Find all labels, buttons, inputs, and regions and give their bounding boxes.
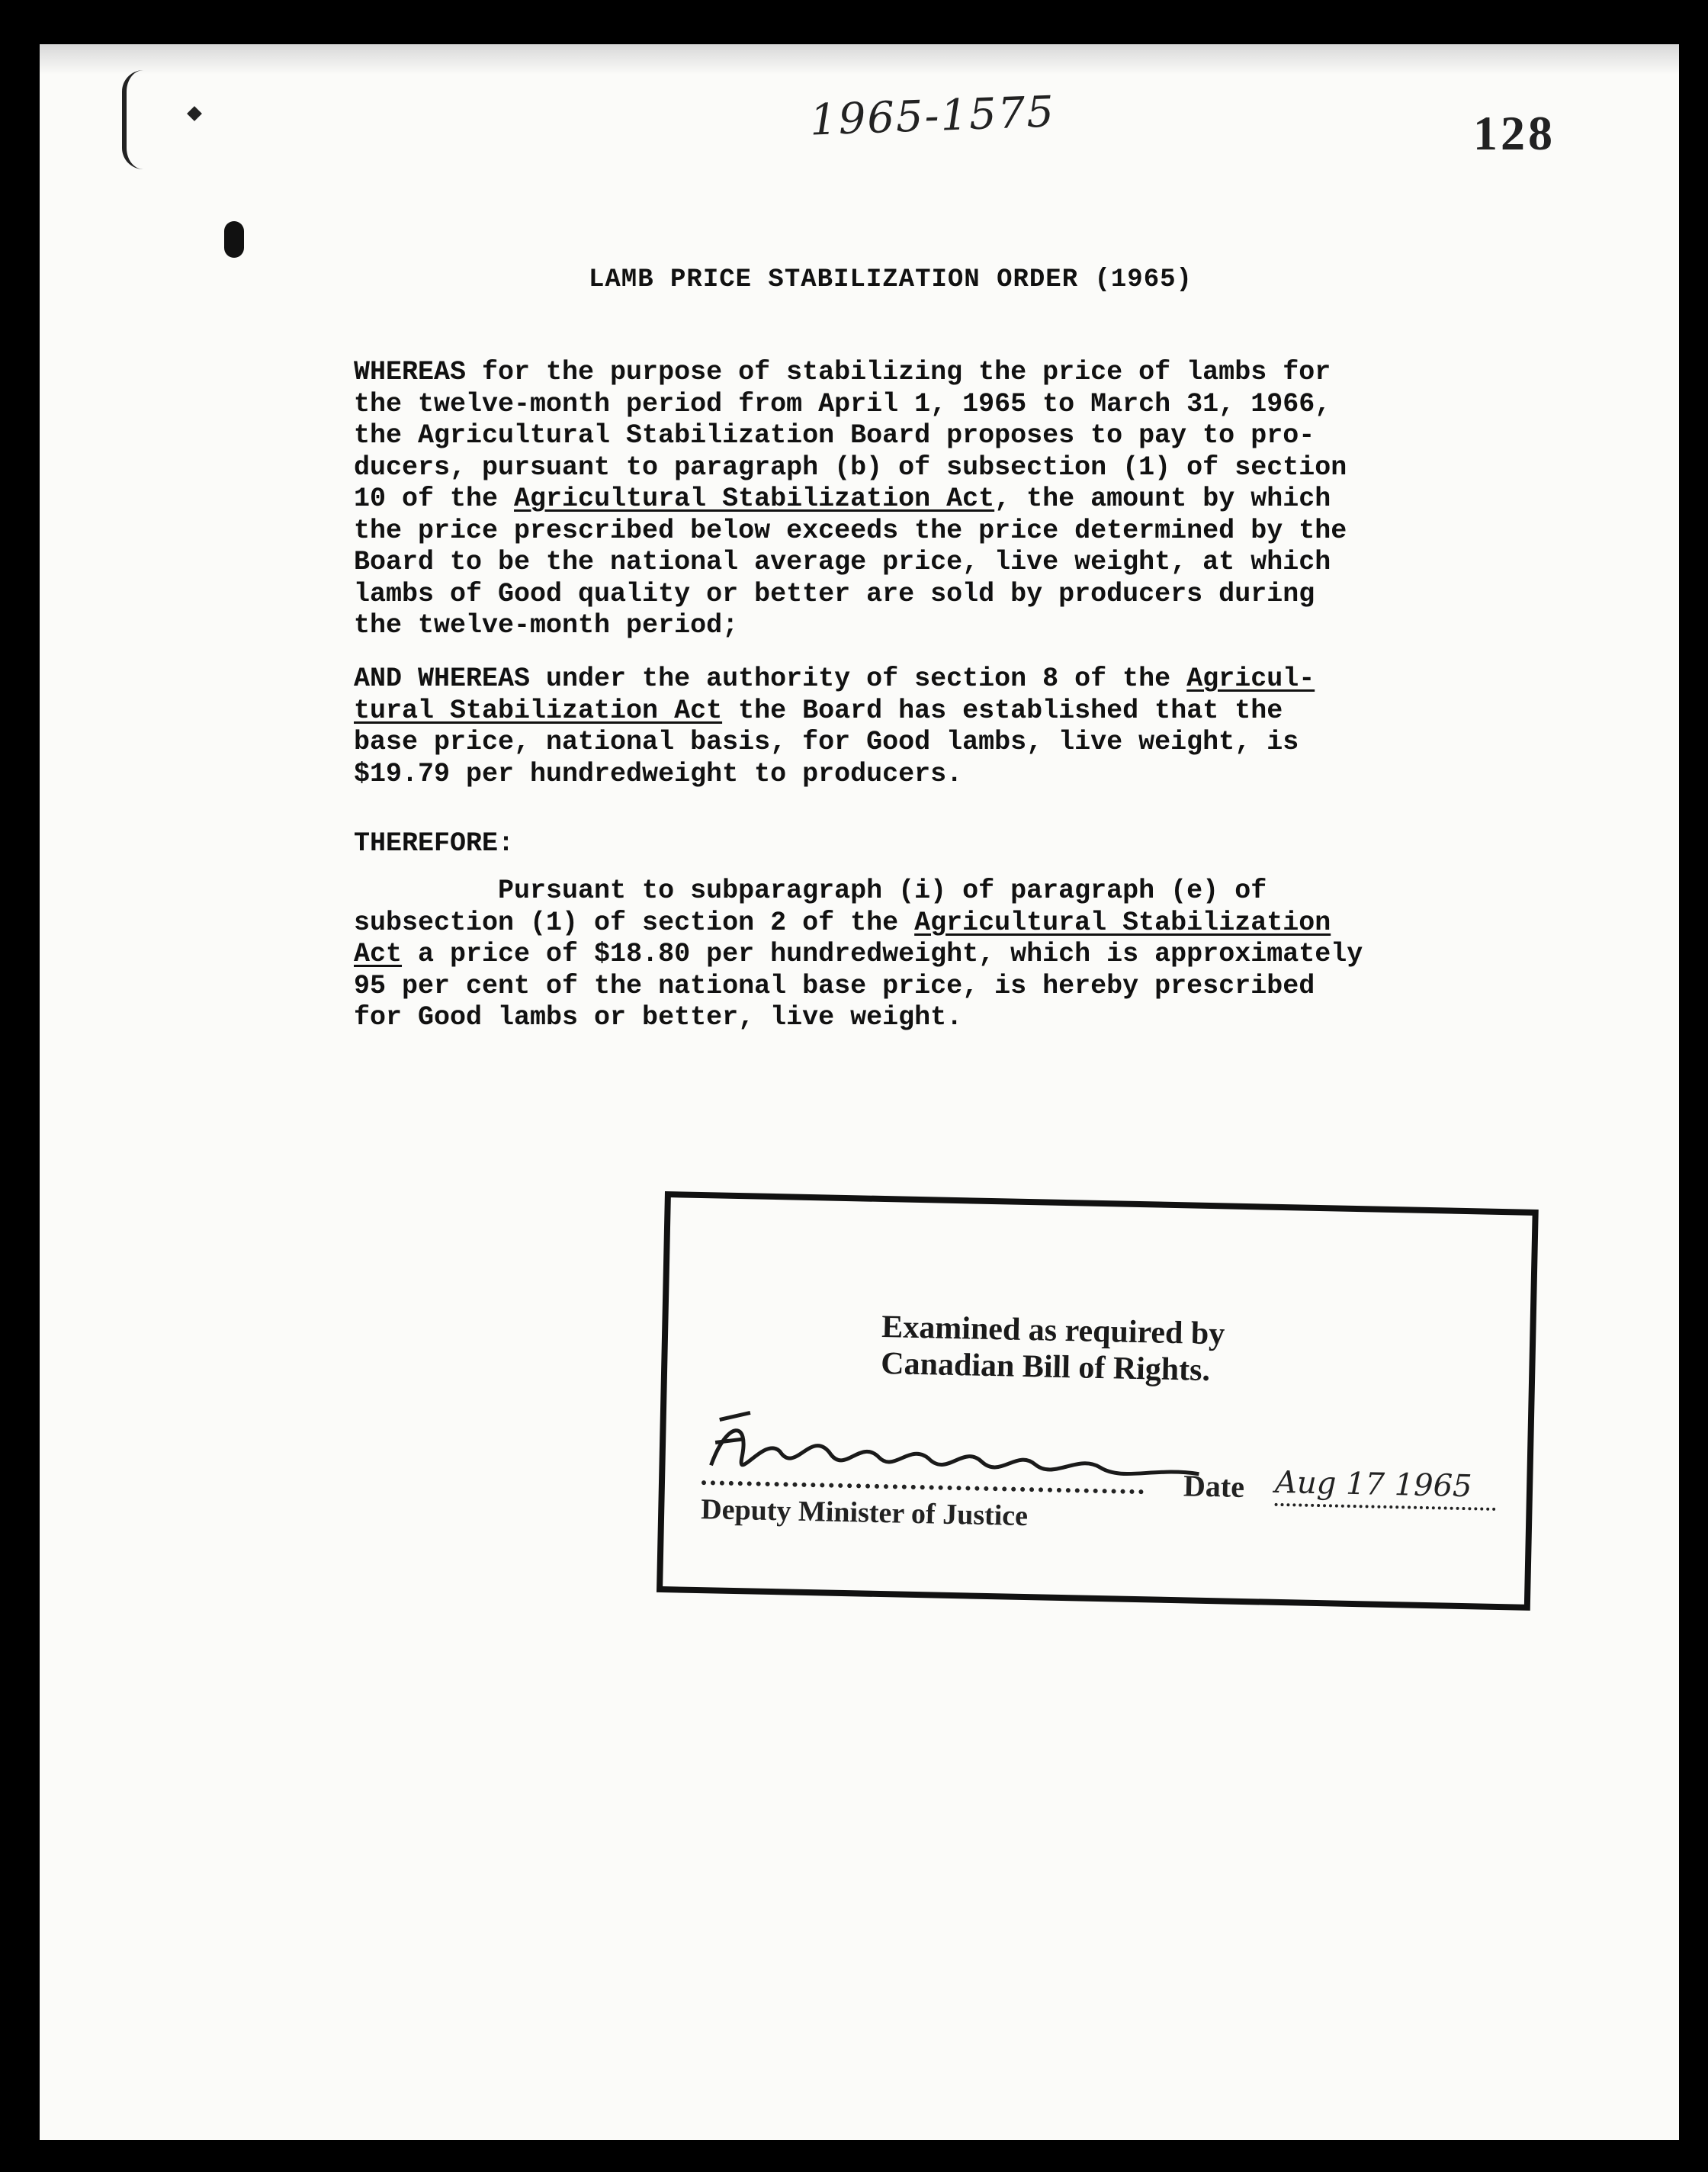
text-line: Board to be the national average price, live weight, at which [354,547,1331,577]
handwritten-file-code: 1965-1575 [808,87,1056,146]
text-line: for Good lambs or better, live weight. [354,1002,963,1033]
act-reference: Act [354,939,403,969]
text-line: Pursuant to subparagraph (i) of paragraph (e) of [354,876,1267,906]
margin-dot [187,106,202,121]
punch-hole [224,221,244,258]
text-line: 10 of the [354,484,515,514]
text-line: the twelve-month period from April 1, 1965 to March 31, 1966, [354,388,1331,419]
text-line: AND WHEREAS under the authority of section 8 of the [354,663,1187,694]
text-line: $19.79 per hundredweight to producers. [354,758,963,789]
pursuant-paragraph [354,876,1363,1034]
bill-of-rights-stamp [657,1191,1539,1611]
act-reference: tural Stabilization Act [354,695,723,726]
text-line: the twelve-month period; [354,610,739,641]
text-line: the Agricultural Stabilization Board proposes to pay to pro- [354,420,1315,451]
act-reference: Agricul- [1186,663,1315,694]
text-line: the Board has established that the [722,695,1283,726]
date-label: Date [1183,1468,1245,1504]
text-line: ducers, pursuant to paragraph (b) of subsection (1) of section [354,451,1347,483]
document-title: LAMB PRICE STABILIZATION ORDER (1965) [589,265,1193,294]
margin-mark [122,70,143,169]
act-reference: Agricultural Stabilization [914,907,1331,938]
signatory-title: Deputy Minister of Justice [700,1493,1029,1533]
text-line: a price of $18.80 per hundredweight, which is approximately [402,939,1363,969]
text-line: WHEREAS for the purpose of stabilizing the price of lambs for [354,357,1331,387]
text-line: lambs of Good quality or better are sold by producers during [354,578,1315,609]
text-line: subsection (1) of section 2 of the [354,907,915,938]
whereas-paragraph [354,357,1347,642]
handwritten-date: Aug 17 1965 [1275,1465,1497,1511]
stamp-text: Canadian Bill of Rights. [880,1345,1211,1389]
text-line: the price prescribed below exceeds the price determined by the [354,515,1347,546]
and-whereas-paragraph [354,663,1315,790]
text-line: 95 per cent of the national base price, is hereby prescribed [354,970,1315,1001]
act-reference: Agricultural Stabilization Act [514,484,995,514]
page-edge-shadow [40,44,1679,75]
page-number: 128 [1473,106,1556,160]
text-line: base price, national basis, for Good lambs, live weight, is [354,727,1299,757]
text-line: , the amount by which [994,484,1331,514]
stamp-text: Examined as required by [881,1309,1225,1352]
therefore-heading: THEREFORE: [354,828,515,859]
document-page [40,44,1679,2140]
